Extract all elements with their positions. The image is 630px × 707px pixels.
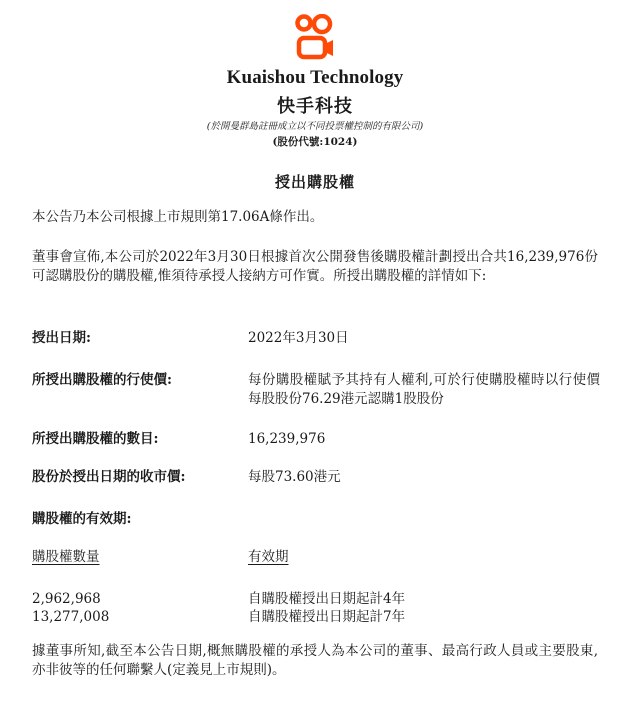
kuaishou-logo-icon [294,14,334,62]
grant-date-value: 2022年3月30日 [248,330,349,346]
document-title: 授出購股權 [274,173,355,191]
announcement-paragraph: 董事會宣佈,本公司於2022年3月30日根據首次公開發售後購股權計劃授出合共16,239,976份可認購股份的購股權,惟須待承授人接納方可作實。所授出購股權的詳情如下: [32,249,598,284]
closing-price-value: 每股73.60港元 [248,469,341,485]
number-granted-value: 16,239,976 [248,431,326,447]
grant-date-label: 授出日期: [32,330,91,346]
validity-table-row-quantity: 13,277,008 [32,609,110,625]
stock-code: (股份代號:1024) [272,136,358,148]
exercise-price-value: 每份購股權賦予其持有人權利,可於行使購股權時以行使價每股股份76.29港元認購1股股份 [248,372,600,407]
number-granted-label: 所授出購股權的數目: [32,431,159,447]
company-incorporation-note: (於開曼群島註冊成立以不同投票權控制的有限公司) [206,121,424,132]
validity-table-header-quantity: 購股權數量 [32,549,100,565]
company-name-zh: 快手科技 [277,96,353,117]
closing-price-label: 股份於授出日期的收市價: [32,469,186,485]
validity-table-row-quantity: 2,962,968 [32,591,101,607]
validity-label: 購股權的有效期: [32,511,132,527]
validity-table-row-period: 自購股權授出日期起計4年 [248,591,406,607]
company-name-en: Kuaishou Technology [226,67,404,88]
validity-table-row-period: 自購股權授出日期起計7年 [248,609,406,625]
closing-paragraph: 據董事所知,截至本公告日期,概無購股權的承授人為本公司的董事、最高行政人員或主要股東,亦非彼等的任何聯繫人(定義見上市規則)。 [32,643,598,678]
validity-table-header-period: 有效期 [248,549,289,565]
intro-paragraph: 本公告乃本公司根據上市規則第17.06A條作出。 [32,209,324,225]
exercise-price-label: 所授出購股權的行使價: [32,372,172,388]
